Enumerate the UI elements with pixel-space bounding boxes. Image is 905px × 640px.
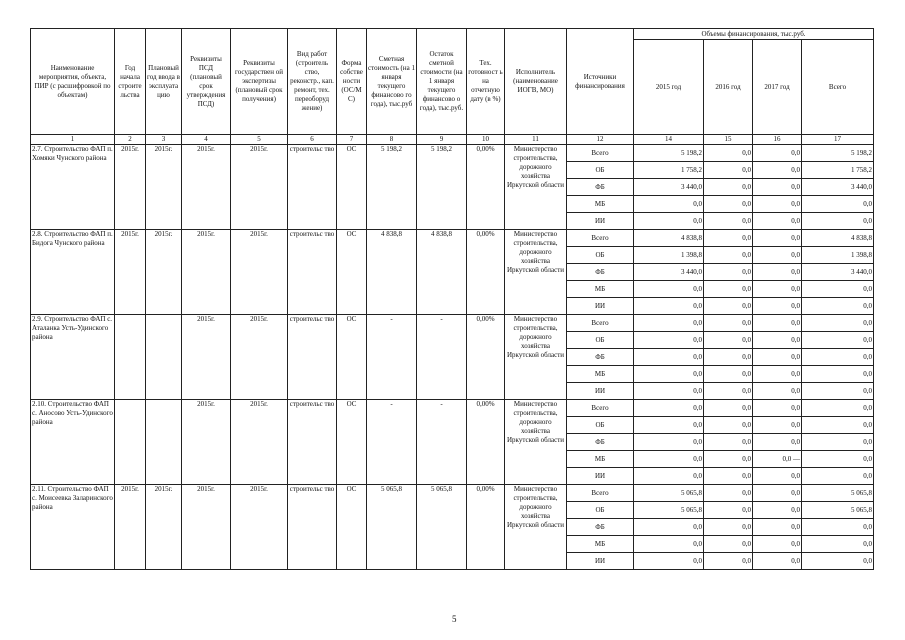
funding-2016-cell: 0,0	[704, 417, 753, 434]
funding-2015-cell: 0,0	[634, 298, 704, 315]
project-name-cell: 2.8. Строительство ФАП п. Бидога Чунского района	[31, 230, 115, 315]
funding-total-cell: 0,0	[802, 468, 874, 485]
estimated-cost-cell: 5 065,8	[367, 485, 417, 570]
source-label-cell: ИИ	[567, 383, 634, 400]
project-name-cell: 2.7. Строительство ФАП п. Хомяки Чунского района	[31, 145, 115, 230]
funding-2015-cell: 5 065,8	[634, 502, 704, 519]
source-label-cell: МБ	[567, 536, 634, 553]
funding-2015-cell: 0,0	[634, 315, 704, 332]
header-year-2016: 2016 год	[704, 40, 753, 135]
funding-2016-cell: 0,0	[704, 264, 753, 281]
funding-total-cell: 0,0	[802, 196, 874, 213]
funding-2015-cell: 4 838,8	[634, 230, 704, 247]
funding-2016-cell: 0,0	[704, 434, 753, 451]
source-label-cell: ИИ	[567, 553, 634, 570]
psd-cell: 2015г.	[182, 400, 231, 485]
funding-2015-cell: 0,0	[634, 196, 704, 213]
funding-2016-cell: 0,0	[704, 213, 753, 230]
funding-2016-cell: 0,0	[704, 196, 753, 213]
ownership-cell: ОС	[337, 485, 367, 570]
column-number: 1	[31, 135, 115, 145]
executor-cell: Министерство строительства, дорожного хозяйства Иркутской области	[505, 400, 567, 485]
funding-2016-cell: 0,0	[704, 485, 753, 502]
remaining-cost-cell: 5 065,8	[417, 485, 467, 570]
estimated-cost-cell: -	[367, 400, 417, 485]
source-label-cell: ФБ	[567, 434, 634, 451]
funding-2015-cell: 0,0	[634, 536, 704, 553]
funding-total-cell: 0,0	[802, 536, 874, 553]
source-label-cell: ОБ	[567, 417, 634, 434]
header-psd: Реквизиты ПСД (плановый срок утверждения ПСД)	[182, 29, 231, 135]
funding-2016-cell: 0,0	[704, 179, 753, 196]
source-label-cell: ИИ	[567, 468, 634, 485]
work-type-cell: строительс тво	[288, 145, 337, 230]
column-number: 8	[367, 135, 417, 145]
funding-2016-cell: 0,0	[704, 383, 753, 400]
funding-2017-cell: 0,0	[753, 247, 802, 264]
funding-2017-cell: 0,0	[753, 281, 802, 298]
column-number: 4	[182, 135, 231, 145]
year-start-cell: 2015г.	[115, 485, 146, 570]
funding-2016-cell: 0,0	[704, 553, 753, 570]
funding-2016-cell: 0,0	[704, 332, 753, 349]
source-label-cell: ОБ	[567, 162, 634, 179]
funding-2016-cell: 0,0	[704, 519, 753, 536]
header-readiness: Тех. готовност ь на отчетную дату (в %)	[467, 29, 505, 135]
source-label-cell: МБ	[567, 451, 634, 468]
header-year-2017: 2017 год	[753, 40, 802, 135]
column-number: 16	[753, 135, 802, 145]
work-type-cell: строительс тво	[288, 485, 337, 570]
readiness-cell: 0,00%	[467, 230, 505, 315]
funding-2015-cell: 0,0	[634, 553, 704, 570]
funding-total-cell: 4 838,8	[802, 230, 874, 247]
source-label-cell: ФБ	[567, 264, 634, 281]
column-number: 10	[467, 135, 505, 145]
header-work-type: Вид работ (строитель ство, реконстр., кап. ремонт, тех. переоборуд жение)	[288, 29, 337, 135]
header-planned-year: Плановый год ввода в эксплуата цию	[146, 29, 182, 135]
column-number: 11	[505, 135, 567, 145]
funding-2017-cell: 0,0	[753, 519, 802, 536]
header-year-2015: 2015 год	[634, 40, 704, 135]
funding-total-cell: 0,0	[802, 434, 874, 451]
funding-2015-cell: 0,0	[634, 366, 704, 383]
source-label-cell: МБ	[567, 196, 634, 213]
psd-cell: 2015г.	[182, 145, 231, 230]
funding-2017-cell: 0,0	[753, 485, 802, 502]
executor-cell: Министерство строительства, дорожного хозяйства Иркутской области	[505, 315, 567, 400]
funding-2017-cell: 0,0	[753, 196, 802, 213]
table-row	[31, 145, 874, 162]
estimated-cost-cell: -	[367, 315, 417, 400]
financing-table	[30, 28, 874, 570]
table-header	[31, 29, 874, 145]
funding-2015-cell: 0,0	[634, 417, 704, 434]
header-ownership: Форма собстве ности (ОС/М С)	[337, 29, 367, 135]
remaining-cost-cell: -	[417, 315, 467, 400]
source-label-cell: ФБ	[567, 519, 634, 536]
column-number-row	[31, 135, 874, 145]
source-label-cell: МБ	[567, 281, 634, 298]
column-number: 2	[115, 135, 146, 145]
project-name-cell: 2.9. Строительство ФАП с. Аталанка Усть-Удинского района	[31, 315, 115, 400]
funding-total-cell: 1 758,2	[802, 162, 874, 179]
remaining-cost-cell: 4 838,8	[417, 230, 467, 315]
funding-total-cell: 0,0	[802, 213, 874, 230]
funding-2017-cell: 0,0	[753, 298, 802, 315]
year-start-cell	[115, 400, 146, 485]
funding-2015-cell: 0,0	[634, 383, 704, 400]
funding-total-cell: 0,0	[802, 417, 874, 434]
funding-total-cell: 0,0	[802, 332, 874, 349]
funding-2015-cell: 1 758,2	[634, 162, 704, 179]
funding-2015-cell: 0,0	[634, 213, 704, 230]
ownership-cell: ОС	[337, 145, 367, 230]
header-total: Всего	[802, 40, 874, 135]
table-row	[31, 315, 874, 332]
column-number: 5	[231, 135, 288, 145]
psd-cell: 2015г.	[182, 315, 231, 400]
funding-total-cell: 0,0	[802, 315, 874, 332]
source-label-cell: МБ	[567, 366, 634, 383]
funding-2015-cell: 5 198,2	[634, 145, 704, 162]
funding-2017-cell: 0,0	[753, 417, 802, 434]
funding-2015-cell: 0,0	[634, 281, 704, 298]
column-number: 14	[634, 135, 704, 145]
table-body	[31, 145, 874, 570]
planned-year-cell	[146, 400, 182, 485]
expertise-cell: 2015г.	[231, 400, 288, 485]
funding-2017-cell: 0,0	[753, 366, 802, 383]
column-number: 9	[417, 135, 467, 145]
estimated-cost-cell: 5 198,2	[367, 145, 417, 230]
funding-total-cell: 5 065,8	[802, 502, 874, 519]
funding-2015-cell: 0,0	[634, 434, 704, 451]
funding-2015-cell: 1 398,8	[634, 247, 704, 264]
funding-2017-cell: 0,0	[753, 502, 802, 519]
funding-2017-cell: 0,0	[753, 434, 802, 451]
funding-2016-cell: 0,0	[704, 145, 753, 162]
psd-cell: 2015г.	[182, 230, 231, 315]
funding-2017-cell: 0,0	[753, 162, 802, 179]
funding-2015-cell: 0,0	[634, 519, 704, 536]
year-start-cell: 2015г.	[115, 230, 146, 315]
funding-2016-cell: 0,0	[704, 349, 753, 366]
funding-2016-cell: 0,0	[704, 468, 753, 485]
source-label-cell: Всего	[567, 230, 634, 247]
remaining-cost-cell: -	[417, 400, 467, 485]
funding-2015-cell: 0,0	[634, 349, 704, 366]
readiness-cell: 0,00%	[467, 400, 505, 485]
funding-total-cell: 5 065,8	[802, 485, 874, 502]
source-label-cell: Всего	[567, 400, 634, 417]
header-estimated-cost: Сметная стоимость (на 1 января текущего финансово го года), тыс.руб	[367, 29, 417, 135]
work-type-cell: строительс тво	[288, 315, 337, 400]
funding-2016-cell: 0,0	[704, 281, 753, 298]
year-start-cell	[115, 315, 146, 400]
source-label-cell: ОБ	[567, 332, 634, 349]
funding-2015-cell: 0,0	[634, 451, 704, 468]
column-number: 3	[146, 135, 182, 145]
source-label-cell: ИИ	[567, 213, 634, 230]
table-row	[31, 485, 874, 502]
funding-2017-cell: 0,0	[753, 349, 802, 366]
funding-2015-cell: 5 065,8	[634, 485, 704, 502]
funding-2017-cell: 0,0	[753, 213, 802, 230]
header-funding-group: Объемы финансирования, тыс.руб.	[634, 29, 874, 40]
funding-2016-cell: 0,0	[704, 315, 753, 332]
readiness-cell: 0,00%	[467, 315, 505, 400]
work-type-cell: строительс тво	[288, 400, 337, 485]
funding-total-cell: 5 198,2	[802, 145, 874, 162]
page-number: 5	[452, 614, 457, 624]
funding-2015-cell: 0,0	[634, 332, 704, 349]
funding-2017-cell: 0,0	[753, 179, 802, 196]
funding-2016-cell: 0,0	[704, 247, 753, 264]
header-remaining-cost: Остаток сметной стоимости (на 1 января текущего финансово о года), тыс.руб.	[417, 29, 467, 135]
source-label-cell: Всего	[567, 315, 634, 332]
estimated-cost-cell: 4 838,8	[367, 230, 417, 315]
expertise-cell: 2015г.	[231, 145, 288, 230]
funding-total-cell: 0,0	[802, 366, 874, 383]
executor-cell: Министерство строительства, дорожного хозяйства Иркутской области	[505, 485, 567, 570]
funding-2017-cell: 0,0	[753, 553, 802, 570]
funding-2017-cell: 0,0 —	[753, 451, 802, 468]
funding-total-cell: 0,0	[802, 298, 874, 315]
funding-2016-cell: 0,0	[704, 230, 753, 247]
source-label-cell: Всего	[567, 485, 634, 502]
funding-2016-cell: 0,0	[704, 366, 753, 383]
header-name: Наименование мероприятия, объекта, ПИР (с расшифровкой по объектам)	[31, 29, 115, 135]
funding-2016-cell: 0,0	[704, 536, 753, 553]
funding-total-cell: 0,0	[802, 519, 874, 536]
source-label-cell: Всего	[567, 145, 634, 162]
planned-year-cell: 2015г.	[146, 230, 182, 315]
funding-2017-cell: 0,0	[753, 400, 802, 417]
ownership-cell: ОС	[337, 230, 367, 315]
funding-2017-cell: 0,0	[753, 315, 802, 332]
work-type-cell: строительс тво	[288, 230, 337, 315]
funding-2017-cell: 0,0	[753, 536, 802, 553]
funding-2017-cell: 0,0	[753, 264, 802, 281]
ownership-cell: ОС	[337, 400, 367, 485]
table-row	[31, 400, 874, 417]
funding-2017-cell: 0,0	[753, 332, 802, 349]
funding-2016-cell: 0,0	[704, 298, 753, 315]
executor-cell: Министерство строительства, дорожного хозяйства Иркутской области	[505, 230, 567, 315]
funding-total-cell: 0,0	[802, 553, 874, 570]
readiness-cell: 0,00%	[467, 145, 505, 230]
source-label-cell: ИИ	[567, 298, 634, 315]
remaining-cost-cell: 5 198,2	[417, 145, 467, 230]
source-label-cell: ФБ	[567, 349, 634, 366]
funding-total-cell: 1 398,8	[802, 247, 874, 264]
funding-total-cell: 0,0	[802, 383, 874, 400]
column-number: 6	[288, 135, 337, 145]
project-name-cell: 2.10. Строительство ФАП с. Аносово Усть-Удинского района	[31, 400, 115, 485]
planned-year-cell	[146, 315, 182, 400]
header-expertise: Реквизиты государствен ой экспертизы (плановый срок получения)	[231, 29, 288, 135]
expertise-cell: 2015г.	[231, 230, 288, 315]
funding-total-cell: 3 440,0	[802, 264, 874, 281]
funding-2017-cell: 0,0	[753, 230, 802, 247]
psd-cell: 2015г.	[182, 485, 231, 570]
readiness-cell: 0,00%	[467, 485, 505, 570]
source-label-cell: ФБ	[567, 179, 634, 196]
funding-total-cell: 0,0	[802, 349, 874, 366]
funding-2015-cell: 0,0	[634, 400, 704, 417]
funding-2017-cell: 0,0	[753, 383, 802, 400]
year-start-cell: 2015г.	[115, 145, 146, 230]
funding-total-cell: 3 440,0	[802, 179, 874, 196]
header-sources: Источники финансирования	[567, 29, 634, 135]
funding-total-cell: 0,0	[802, 281, 874, 298]
funding-total-cell: 0,0	[802, 451, 874, 468]
ownership-cell: ОС	[337, 315, 367, 400]
funding-2017-cell: 0,0	[753, 145, 802, 162]
funding-2016-cell: 0,0	[704, 400, 753, 417]
funding-2016-cell: 0,0	[704, 451, 753, 468]
expertise-cell: 2015г.	[231, 485, 288, 570]
column-number: 12	[567, 135, 634, 145]
header-executor: Исполнитель (наименование ИОГВ, МО)	[505, 29, 567, 135]
header-year-start: Год начала строите льства	[115, 29, 146, 135]
project-name-cell: 2.11. Строительство ФАП с. Моисеевка Заларинского района	[31, 485, 115, 570]
column-number: 7	[337, 135, 367, 145]
column-number: 17	[802, 135, 874, 145]
planned-year-cell: 2015г.	[146, 145, 182, 230]
source-label-cell: ОБ	[567, 502, 634, 519]
funding-2016-cell: 0,0	[704, 162, 753, 179]
table-row	[31, 230, 874, 247]
column-number: 15	[704, 135, 753, 145]
source-label-cell: ОБ	[567, 247, 634, 264]
expertise-cell: 2015г.	[231, 315, 288, 400]
funding-2017-cell: 0,0	[753, 468, 802, 485]
funding-2015-cell: 3 440,0	[634, 179, 704, 196]
funding-total-cell: 0,0	[802, 400, 874, 417]
funding-2015-cell: 3 440,0	[634, 264, 704, 281]
executor-cell: Министерство строительства, дорожного хозяйства Иркутской области	[505, 145, 567, 230]
planned-year-cell: 2015г.	[146, 485, 182, 570]
funding-2016-cell: 0,0	[704, 502, 753, 519]
funding-2015-cell: 0,0	[634, 468, 704, 485]
